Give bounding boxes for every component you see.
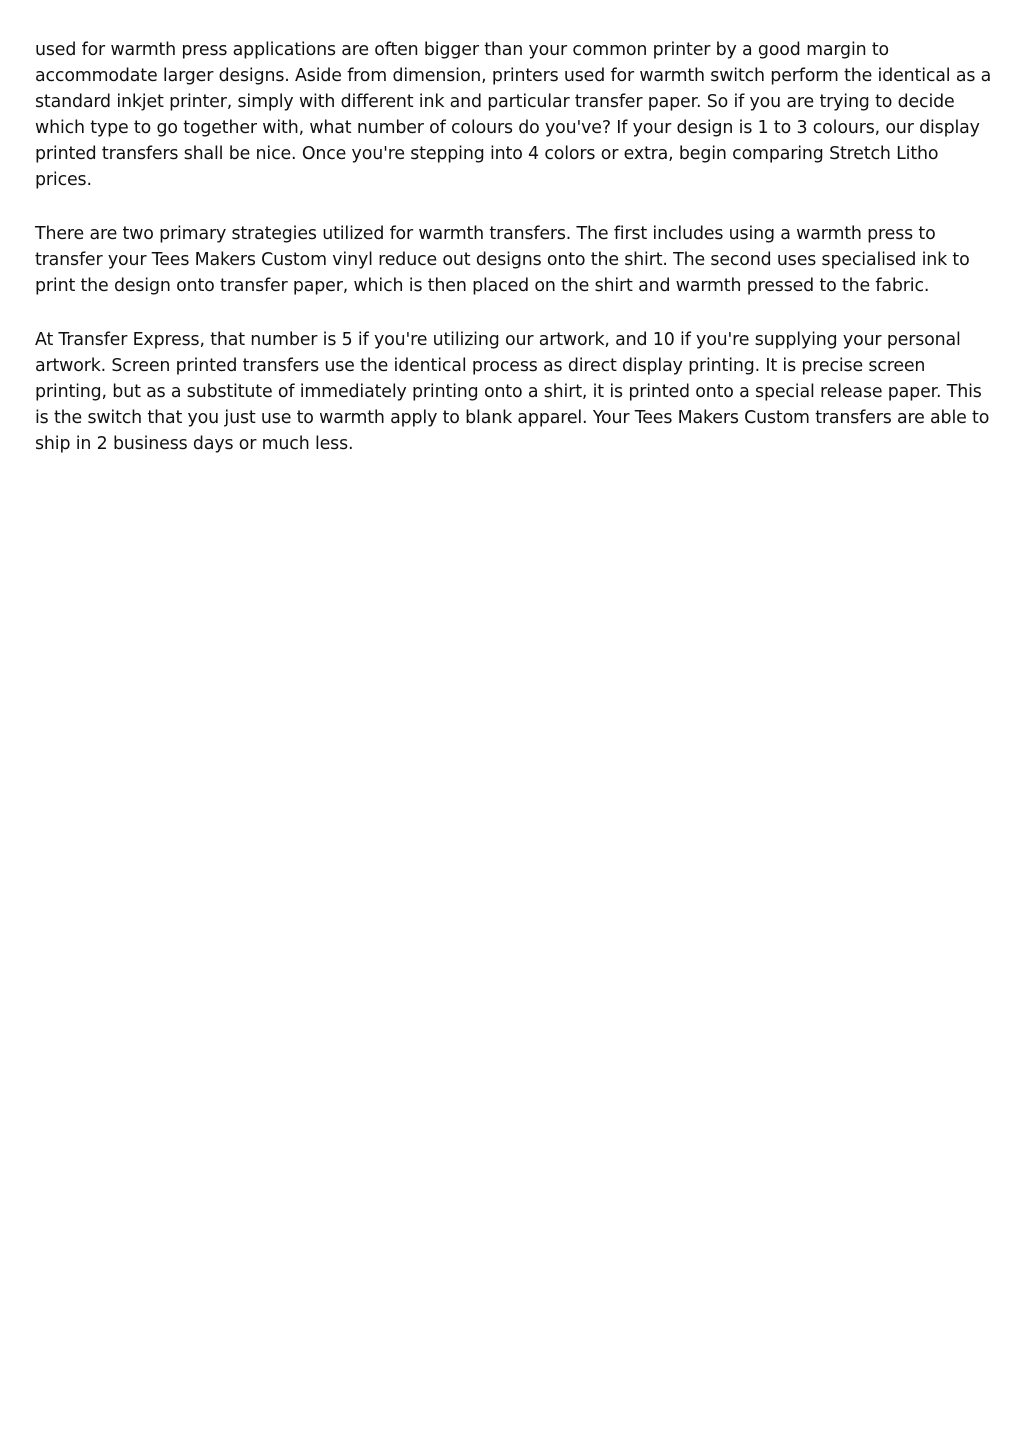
document-page bbox=[35, 37, 995, 485]
paragraph-heat-press-printers: used for warmth press applications are often bigger than your common printer by a good margin to accommodate larger designs. Aside from dimension, printers used for warmth switch perform the identical as a standard inkjet printer, simply with different ink and particular transfer paper. So if you are trying to decide which type to go together with, what number of colours do you've? If your design is 1 to 3 colours, our display printed transfers shall be nice. Once you're stepping into 4 colors or extra, begin comparing Stretch Litho prices. bbox=[35, 40, 992, 190]
paragraph-heat-transfer-methods: There are two primary strategies utilized for warmth transfers. The first includes using a warmth press to transfer your Tees Makers Custom vinyl reduce out designs onto the shirt. The second uses specialised ink to print the design onto transfer paper, which is then placed on the shirt and warmth pressed to the fabric. bbox=[35, 224, 970, 296]
paragraph-transfer-express: At Transfer Express, that number is 5 if you're utilizing our artwork, and 10 if you're supplying your personal artwork. Screen printed transfers use the identical process as direct display printing. It is precise screen printing, but as a substitute of immediately printing onto a shirt, it is printed onto a special release paper. This is the switch that you just use to warmth apply to blank apparel. Your Tees Makers Custom transfers are able to ship in 2 business days or much less. bbox=[35, 330, 990, 454]
